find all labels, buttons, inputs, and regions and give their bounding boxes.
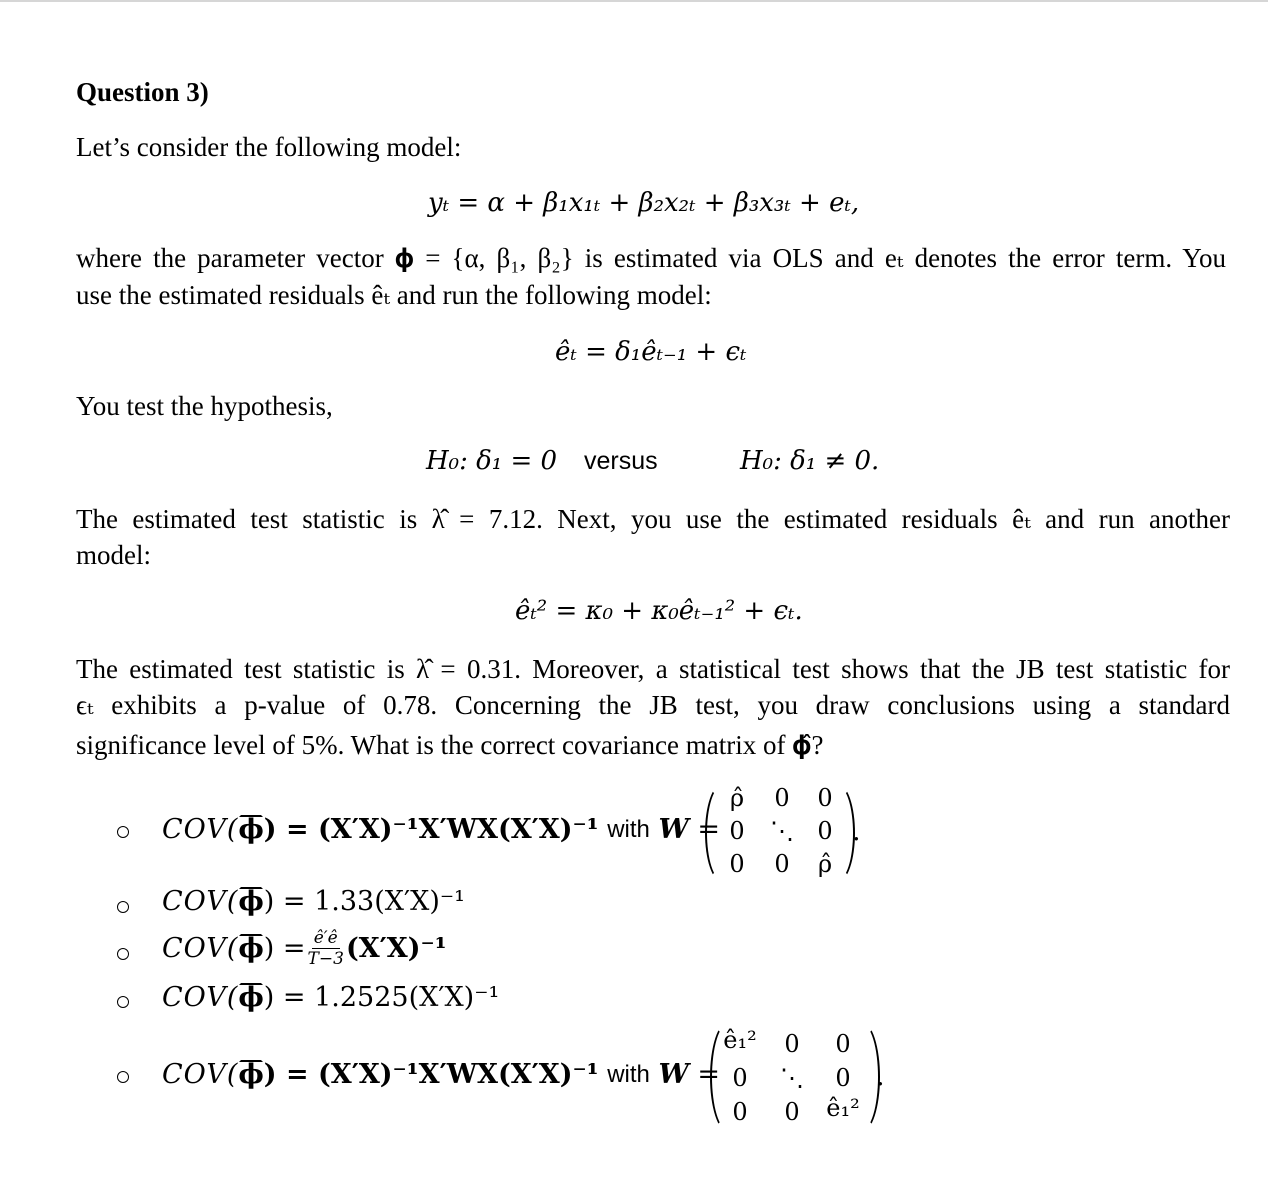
option-2-formula <box>162 886 465 917</box>
option-3-rhs: (X′X)⁻¹ <box>345 933 447 964</box>
paragraph-2-line-1: The estimated test statistic is λ̂ = 7.12. Next, you use the estimated residuals êₜ and run another <box>76 504 1230 534</box>
m2-cell-1-1: ⋱ <box>780 1064 804 1092</box>
option-3-numerator: ê′ê <box>313 928 338 948</box>
arch-equation: êₜ² = κ₀ + κ₀êₜ₋₁² + ϵₜ. <box>515 596 803 626</box>
m2-cell-1-0: 0 <box>732 1064 748 1092</box>
intro-text: Let’s consider the following model: <box>76 132 462 162</box>
m2-cell-1-2: 0 <box>835 1064 851 1092</box>
m1-cell-2-1: 0 <box>774 850 790 878</box>
m1-cell-0-0: ρ̂ <box>729 784 745 812</box>
m2-cell-0-0: ê₁² <box>723 1026 757 1054</box>
m1-cell-1-1: ⋱ <box>770 817 794 845</box>
option-3-phi-hat: 𝛟 <box>238 933 264 964</box>
option-3-fraction <box>308 928 344 969</box>
m1-cell-2-0: 0 <box>729 850 745 878</box>
paragraph-2-line-2: model: <box>76 540 151 570</box>
residual-equation: êₜ = δ₁êₜ₋₁ + ϵₜ <box>555 337 747 367</box>
option-1-with: with <box>607 815 650 843</box>
alternative-hypothesis: H₀: δ₁ ≠ 0. <box>740 446 880 476</box>
option-3-denominator: T−3 <box>307 949 344 969</box>
paragraph-3-line-2: ϵₜ exhibits a p-value of 0.78. Concerning the JB test, you draw conclusions using a standard <box>76 690 1230 720</box>
option-4-rhs: ) = 1.2525(X′X)⁻¹ <box>263 982 500 1013</box>
model-equation: yₜ = α + β₁x₁ₜ + β₂x₂ₜ + β₃x₃ₜ + eₜ, <box>428 188 860 218</box>
paragraph-3-line-3: significance level of 5%. What is the correct covariance matrix of 𝛟̂? <box>76 730 824 760</box>
m2-cell-0-2: 0 <box>835 1030 851 1058</box>
m2-cell-2-0: 0 <box>732 1098 748 1126</box>
test-intro-text: You test the hypothesis, <box>76 391 333 421</box>
question-heading: Question 3) <box>76 77 209 107</box>
option-5-with: with <box>607 1060 650 1088</box>
option-2-phi-hat: 𝛟 <box>238 886 264 917</box>
option-1-matrix <box>705 784 855 880</box>
option-4-cov: COV( <box>162 982 239 1013</box>
option-1-w: W <box>658 814 689 845</box>
m2-cell-2-2: ê₁² <box>826 1094 860 1122</box>
m1-cell-1-0: 0 <box>729 817 745 845</box>
m1-cell-1-2: 0 <box>817 817 833 845</box>
paragraph-1-line-2: use the estimated residuals êₜ and run the following model: <box>76 280 712 310</box>
option-5-radio[interactable] <box>117 1071 129 1083</box>
m2-cell-2-1: 0 <box>784 1098 800 1126</box>
option-2-cov: COV( <box>162 886 239 917</box>
option-1-formula <box>162 814 720 845</box>
option-1-period: . <box>852 816 861 847</box>
option-4-formula <box>162 982 499 1013</box>
option-5-phi-hat: 𝛟 <box>238 1059 264 1090</box>
option-2-radio[interactable] <box>117 901 129 913</box>
option-3-radio[interactable] <box>117 948 129 960</box>
option-5-cov: COV( <box>162 1059 239 1090</box>
option-5-matrix <box>710 1022 880 1132</box>
option-2-rhs: ) = 1.33(X′X)⁻¹ <box>263 886 465 917</box>
m1-cell-0-1: 0 <box>774 784 790 812</box>
m1-cell-2-2: ρ̂ <box>817 850 833 878</box>
option-4-radio[interactable] <box>117 996 129 1008</box>
versus-label: versus <box>584 447 658 475</box>
option-1-phi-hat: 𝛟 <box>238 814 264 845</box>
option-1-cov: COV( <box>162 814 239 845</box>
m2-cell-0-1: 0 <box>784 1030 800 1058</box>
option-1-eq: = <box>697 814 721 845</box>
top-divider <box>0 0 1268 2</box>
option-4-phi-hat: 𝛟 <box>238 982 264 1013</box>
option-1-radio[interactable] <box>117 826 129 838</box>
option-5-formula <box>162 1059 720 1090</box>
null-hypothesis: H₀: δ₁ = 0 <box>426 446 558 476</box>
option-3-eq: ) = <box>263 933 306 964</box>
paragraph-1-line-1: where the parameter vector 𝛟 = {α, β₁, β₂} is estimated via OLS and eₜ denotes the error term. You <box>76 243 1226 273</box>
option-5-w: W <box>658 1059 689 1090</box>
option-3-cov: COV( <box>162 933 239 964</box>
option-3-formula <box>162 928 447 969</box>
option-5-rhs: ) = (X′X)⁻¹X′WX(X′X)⁻¹ <box>263 1059 599 1090</box>
m1-cell-0-2: 0 <box>817 784 833 812</box>
option-5-period: . <box>876 1061 885 1092</box>
option-5-eq: = <box>697 1059 721 1090</box>
paragraph-3-line-1: The estimated test statistic is λ̂ = 0.31. Moreover, a statistical test shows that the JB test statistic for <box>76 654 1230 684</box>
option-1-rhs: ) = (X′X)⁻¹X′WX(X′X)⁻¹ <box>263 814 599 845</box>
